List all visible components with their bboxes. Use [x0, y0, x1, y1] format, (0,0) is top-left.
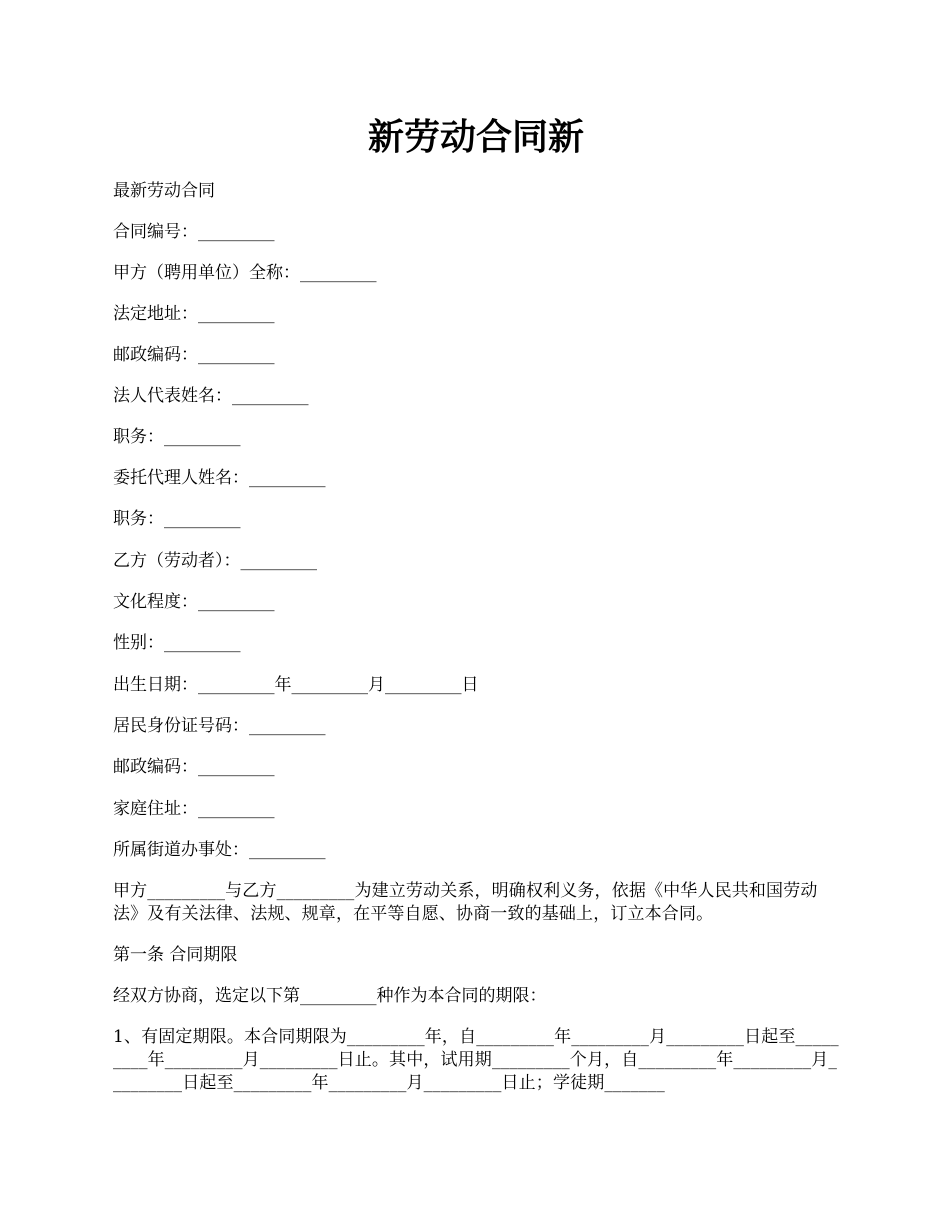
gender-line: 性别：_________ — [113, 633, 241, 653]
fixed-term-paragraph: 1、有固定期限。本合同期限为_________年，自_________年_________月_________日起至_________年_________月_________日止。其中，试用期_________个月，自_________年_________月_________日起至_________年_________月_________日止；学徒期_______ — [113, 1027, 839, 1093]
postal-code-line: 邮政编码：_________ — [113, 345, 275, 365]
agent-position-line: 职务：_________ — [113, 509, 241, 529]
legal-representative-line: 法人代表姓名：_________ — [113, 386, 309, 406]
party-b-line: 乙方（劳动者）：_________ — [113, 551, 317, 571]
position-line: 职务：_________ — [113, 427, 241, 447]
street-office-line: 所属街道办事处：_________ — [113, 840, 326, 860]
subtitle-line: 最新劳动合同 — [113, 181, 215, 201]
authorized-agent-line: 委托代理人姓名：_________ — [113, 468, 326, 488]
id-number-line: 居民身份证号码：_________ — [113, 716, 326, 736]
term-selection-line: 经双方协商，选定以下第_________种作为本合同的期限： — [113, 986, 547, 1006]
article-one-heading: 第一条 合同期限 — [113, 945, 238, 965]
preamble-paragraph: 甲方_________与乙方_________为建立劳动关系，明确权利义务，依据《中华人民共和国劳动法》及有关法律、法规、规章，在平等自愿、协商一致的基础上，订立本合同。 — [113, 881, 818, 924]
contract-number-line: 合同编号：_________ — [113, 222, 275, 242]
home-address-line: 家庭住址：_________ — [113, 799, 275, 819]
document-title: 新劳动合同新 — [367, 116, 584, 158]
party-b-postal-code-line: 邮政编码：_________ — [113, 757, 275, 777]
legal-address-line: 法定地址：_________ — [113, 304, 275, 324]
education-line: 文化程度：_________ — [113, 592, 275, 612]
birth-date-line: 出生日期：_________年_________月_________日 — [113, 675, 479, 695]
party-a-name-line: 甲方（聘用单位）全称：_________ — [113, 263, 377, 283]
